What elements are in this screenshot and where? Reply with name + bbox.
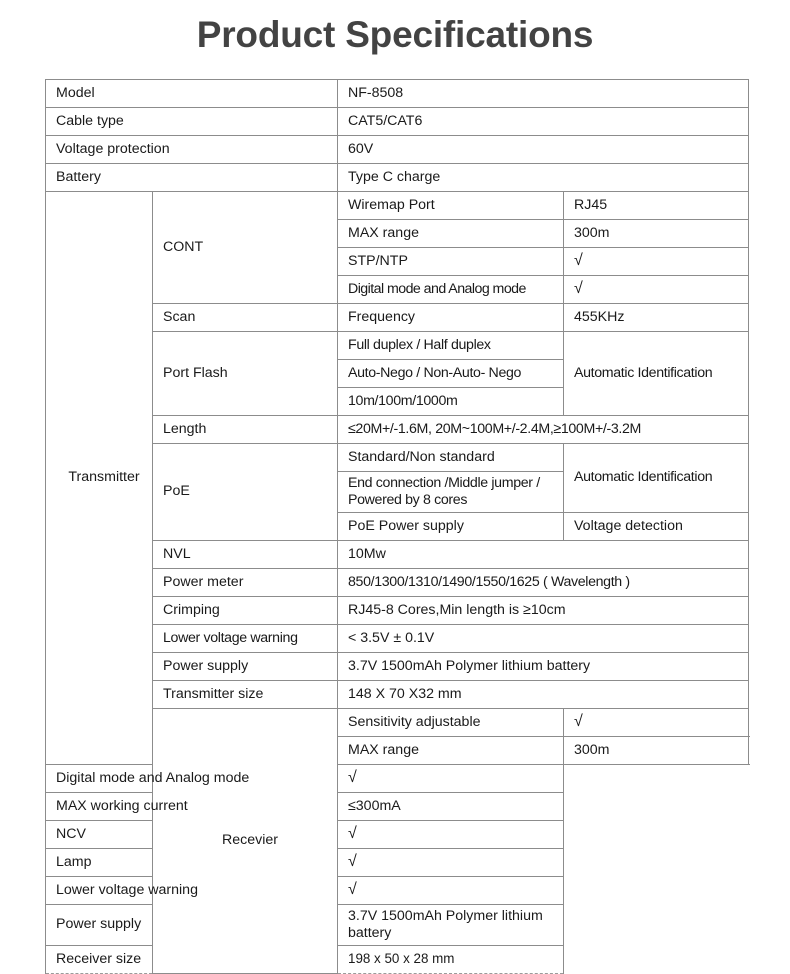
- table-row: [46, 79, 749, 107]
- check-icon: √: [348, 852, 357, 870]
- table-row: [46, 135, 749, 163]
- row-label-receiver-size: Receiver size: [46, 945, 338, 973]
- subgroup-label-poe: PoE: [153, 443, 338, 540]
- row-value-max-working-current: ≤300mA: [338, 792, 564, 820]
- row-item-auto-nego: Auto-Nego / Non-Auto- Nego: [338, 359, 564, 387]
- check-icon: √: [574, 251, 583, 269]
- subgroup-label-length: Length: [153, 415, 338, 443]
- row-value-lower-voltage-warning: < 3.5V ± 0.1V: [338, 624, 749, 652]
- table-row: [46, 876, 749, 904]
- row-item-stp-ntp: STP/NTP: [338, 247, 564, 275]
- row-value-nvl: 10Mw: [338, 540, 749, 568]
- row-label-power-meter: Power meter: [153, 568, 338, 596]
- row-value-receiver-size: 198 x 50 x 28 mm: [338, 945, 564, 973]
- row-value-crimping: RJ45-8 Cores,Min length is ≥10cm: [338, 596, 749, 624]
- row-value-power-meter: 850/1300/1310/1490/1550/1625 ( Wavelength ): [338, 568, 749, 596]
- row-label-battery: Battery: [46, 163, 338, 191]
- row-label-crimping: Crimping: [153, 596, 338, 624]
- row-item-max-range: MAX range: [338, 219, 564, 247]
- row-label-model: Model: [46, 79, 338, 107]
- row-item-end-connection: End connection /Middle jumper / Powered by 8 cores: [338, 471, 564, 512]
- product-specifications-table: [45, 79, 749, 974]
- row-item-wiremap-port: Wiremap Port: [338, 191, 564, 219]
- row-label-lower-voltage-warning: Lower voltage warning: [153, 624, 338, 652]
- row-label-receiver-max-range: MAX range: [338, 736, 564, 764]
- table-row: [46, 792, 749, 820]
- row-value-frequency: 455KHz: [564, 303, 749, 331]
- table-row: [46, 764, 749, 792]
- row-label-voltage-protection: Voltage protection: [46, 135, 338, 163]
- table-row: [46, 191, 749, 219]
- row-label-receiver-lower-voltage-warning: Lower voltage warning: [46, 876, 338, 904]
- row-label-cable-type: Cable type: [46, 107, 338, 135]
- check-icon: √: [348, 768, 357, 786]
- row-value-cable-type: CAT5/CAT6: [338, 107, 749, 135]
- row-value-port-flash-auto-identification: Automatic Identification: [564, 331, 749, 415]
- table-row: [46, 945, 749, 973]
- row-label-receiver-digital-analog-mode: Digital mode and Analog mode: [46, 764, 338, 792]
- row-value-wiremap-port: RJ45: [564, 191, 749, 219]
- check-icon: √: [574, 279, 583, 297]
- row-value-ncv: [338, 820, 564, 848]
- subgroup-label-cont: CONT: [153, 191, 338, 303]
- row-item-digital-analog-mode: Digital mode and Analog mode: [338, 275, 564, 303]
- row-value-receiver-digital-analog-mode: [338, 764, 564, 792]
- row-value-power-supply: 3.7V 1500mAh Polymer lithium battery: [338, 652, 749, 680]
- row-label-receiver-power-supply: Power supply: [46, 904, 338, 945]
- table-row: [46, 904, 749, 945]
- subgroup-label-port-flash: Port Flash: [153, 331, 338, 415]
- row-label-power-supply: Power supply: [153, 652, 338, 680]
- row-label-nvl: NVL: [153, 540, 338, 568]
- group-label-transmitter: Transmitter: [46, 191, 153, 764]
- row-value-model: NF-8508: [338, 79, 749, 107]
- row-item-poe-power-supply: PoE Power supply: [338, 512, 564, 540]
- spec-table-container: [0, 79, 790, 974]
- row-label-transmitter-size: Transmitter size: [153, 680, 338, 708]
- row-value-receiver-power-supply: 3.7V 1500mAh Polymer lithium battery: [338, 904, 564, 945]
- row-item-frequency: Frequency: [338, 303, 564, 331]
- row-value-max-range: 300m: [564, 219, 749, 247]
- table-row: [46, 820, 749, 848]
- row-value-voltage-protection: 60V: [338, 135, 749, 163]
- check-icon: √: [348, 880, 357, 898]
- page-title: Product Specifications: [196, 14, 594, 55]
- row-value-transmitter-size: 148 X 70 X32 mm: [338, 680, 749, 708]
- subgroup-label-scan: Scan: [153, 303, 338, 331]
- row-item-standard-non-standard: Standard/Non standard: [338, 443, 564, 471]
- row-value-length: ≤20M+/-1.6M, 20M~100M+/-2.4M,≥100M+/-3.2M: [338, 415, 749, 443]
- row-value-stp-ntp: [564, 247, 749, 275]
- group-label-receiver: Recevier: [153, 708, 338, 973]
- row-label-ncv: NCV: [46, 820, 338, 848]
- row-label-lamp: Lamp: [46, 848, 338, 876]
- row-value-battery: Type C charge: [338, 163, 749, 191]
- row-value-sensitivity-adjustable: [564, 708, 749, 736]
- row-label-max-working-current: MAX working current: [46, 792, 338, 820]
- check-icon: √: [348, 824, 357, 842]
- row-value-poe-auto-identification: Automatic Identification: [564, 443, 749, 512]
- row-value-voltage-detection: Voltage detection: [564, 512, 749, 540]
- row-value-receiver-max-range: 300m: [564, 736, 749, 764]
- row-item-full-half-duplex: Full duplex / Half duplex: [338, 331, 564, 359]
- check-icon: √: [574, 712, 583, 730]
- row-value-lamp: [338, 848, 564, 876]
- table-row: [46, 163, 749, 191]
- row-value-digital-analog-mode: [564, 275, 749, 303]
- row-item-speeds: 10m/100m/1000m: [338, 387, 564, 415]
- table-row: [46, 848, 749, 876]
- table-row: [46, 107, 749, 135]
- row-value-receiver-lower-voltage-warning: [338, 876, 564, 904]
- row-label-sensitivity-adjustable: Sensitivity adjustable: [338, 708, 564, 736]
